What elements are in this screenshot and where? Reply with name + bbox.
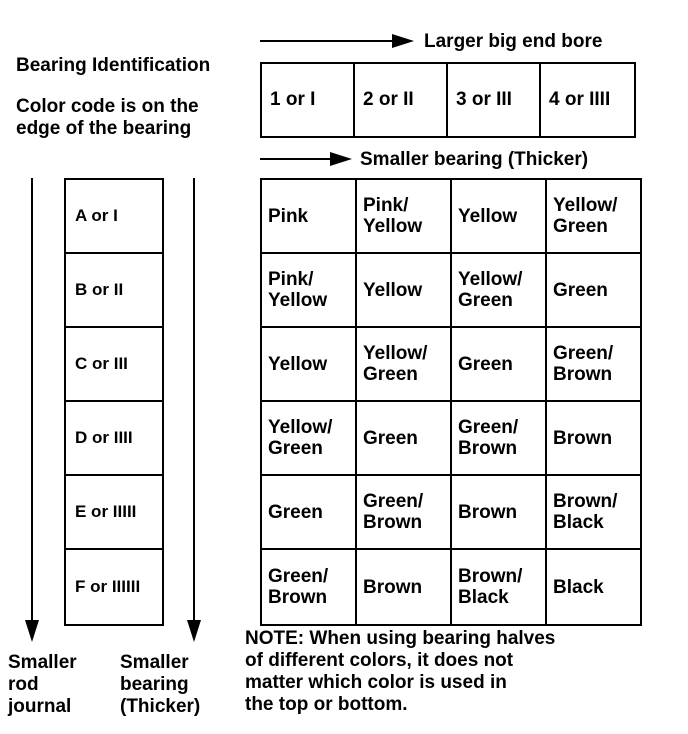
- label-line: rod: [8, 674, 39, 695]
- column-header: 4 or IIII: [549, 89, 611, 110]
- color-cell: Yellow/ Green: [262, 402, 357, 476]
- smaller-bearing-arrow: [260, 151, 356, 167]
- color-cell: Green/ Brown: [357, 476, 452, 550]
- color-cell: Yellow: [262, 328, 357, 402]
- smaller-rod-journal-label: [8, 652, 77, 718]
- color-cell: Brown/ Black: [452, 550, 547, 624]
- smaller-rod-journal-arrow: [24, 178, 40, 648]
- row-header: D or IIII: [66, 402, 162, 476]
- crankshaft-journal-code-column: [64, 178, 164, 626]
- label-line: journal: [8, 696, 72, 717]
- color-cell: Brown: [357, 550, 452, 624]
- label-line: (Thicker): [120, 696, 201, 717]
- color-cell: Yellow/ Green: [452, 254, 547, 328]
- larger-big-end-bore-arrow: [260, 33, 420, 49]
- color-cell: Pink: [262, 180, 357, 254]
- color-cell: Green: [547, 254, 640, 328]
- column-header: 1 or I: [262, 64, 355, 136]
- bearing-identification-title: Bearing Identification: [16, 55, 211, 76]
- larger-big-end-bore-label: Larger big end bore: [424, 31, 603, 52]
- row-header: C or III: [66, 328, 162, 402]
- color-code-note: [16, 96, 199, 140]
- row-header: E or IIIII: [66, 476, 162, 550]
- row-header: B or II: [66, 254, 162, 328]
- note-line: of different colors, it does not: [245, 650, 514, 671]
- color-cell: Yellow: [357, 254, 452, 328]
- color-cell: Brown: [547, 402, 640, 476]
- color-cell: Green: [262, 476, 357, 550]
- big-end-bore-code-row: [260, 62, 636, 138]
- color-cell: Green/ Brown: [452, 402, 547, 476]
- color-cell: Yellow/ Green: [357, 328, 452, 402]
- color-cell: Pink/ Yellow: [357, 180, 452, 254]
- note-line: matter which color is used in: [245, 672, 507, 693]
- color-cell: Green/ Brown: [547, 328, 640, 402]
- column-header: 2 or II: [355, 64, 448, 136]
- label-line: Smaller: [120, 652, 189, 673]
- color-cell: Green: [452, 328, 547, 402]
- color-code-note-line2: edge of the bearing: [16, 118, 192, 139]
- note-line: NOTE: When using bearing halves: [245, 628, 556, 649]
- color-cell: Pink/ Yellow: [262, 254, 357, 328]
- bearing-halves-note: [245, 628, 665, 716]
- note-line: the top or bottom.: [245, 694, 408, 715]
- label-line: Smaller: [8, 652, 77, 673]
- color-cell: Yellow: [452, 180, 547, 254]
- color-code-note-line1: Color code is on the: [16, 96, 199, 117]
- bearing-color-grid: [260, 178, 642, 626]
- color-cell: Brown/ Black: [547, 476, 640, 550]
- color-cell: Green/ Brown: [262, 550, 357, 624]
- row-header: A or I: [66, 180, 162, 254]
- smaller-bearing-vertical-arrow: [186, 178, 202, 648]
- column-header: 3 or III: [448, 64, 541, 136]
- row-header: F or IIIIII: [75, 577, 141, 596]
- label-line: bearing: [120, 674, 189, 695]
- smaller-bearing-label: Smaller bearing (Thicker): [360, 149, 589, 170]
- color-cell: Black: [553, 576, 604, 598]
- smaller-bearing-thicker-label: [120, 652, 200, 718]
- color-cell: Green: [357, 402, 452, 476]
- color-cell: Brown: [452, 476, 547, 550]
- color-cell: Yellow/ Green: [547, 180, 640, 254]
